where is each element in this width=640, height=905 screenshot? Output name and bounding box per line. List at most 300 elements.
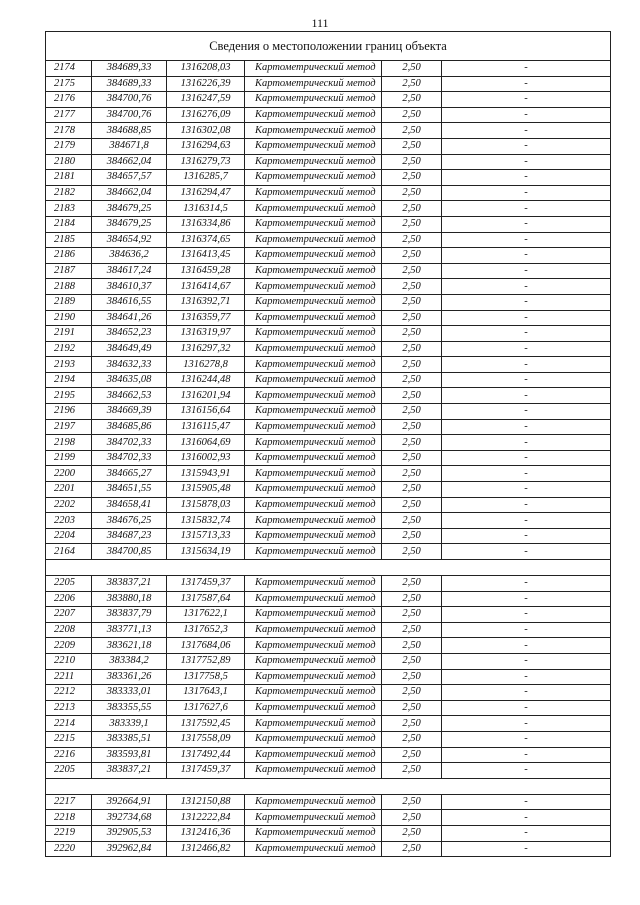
accuracy-cell: 2,50 [382, 638, 442, 654]
note-cell: - [442, 388, 611, 404]
accuracy-cell: 2,50 [382, 404, 442, 420]
y-coordinate-cell: 1316459,28 [167, 263, 245, 279]
y-coordinate-cell: 1315713,33 [167, 528, 245, 544]
note-cell: - [442, 669, 611, 685]
x-coordinate-cell: 384641,26 [92, 310, 167, 326]
x-coordinate-cell: 384616,55 [92, 294, 167, 310]
note-cell: - [442, 747, 611, 763]
x-coordinate-cell: 384657,57 [92, 170, 167, 186]
y-coordinate-cell: 1316297,32 [167, 341, 245, 357]
y-coordinate-cell: 1316414,67 [167, 279, 245, 295]
note-cell: - [442, 154, 611, 170]
point-number-cell: 2184 [46, 216, 92, 232]
note-cell: - [442, 544, 611, 560]
method-cell: Картометрический метод [245, 263, 382, 279]
method-cell: Картометрический метод [245, 232, 382, 248]
point-number-cell: 2187 [46, 263, 92, 279]
table-row [46, 638, 611, 654]
point-number-cell: 2211 [46, 669, 92, 685]
method-cell: Картометрический метод [245, 482, 382, 498]
note-cell: - [442, 685, 611, 701]
table-row [46, 372, 611, 388]
method-cell: Картометрический метод [245, 528, 382, 544]
accuracy-cell: 2,50 [382, 107, 442, 123]
method-cell: Картометрический метод [245, 123, 382, 139]
accuracy-cell: 2,50 [382, 61, 442, 77]
x-coordinate-cell: 384635,08 [92, 372, 167, 388]
point-number-cell: 2183 [46, 201, 92, 217]
note-cell: - [442, 513, 611, 529]
accuracy-cell: 2,50 [382, 497, 442, 513]
point-number-cell: 2201 [46, 482, 92, 498]
table-row [46, 61, 611, 77]
note-cell: - [442, 123, 611, 139]
x-coordinate-cell: 384651,55 [92, 482, 167, 498]
method-cell: Картометрический метод [245, 357, 382, 373]
x-coordinate-cell: 384702,33 [92, 435, 167, 451]
x-coordinate-cell: 383837,21 [92, 576, 167, 592]
method-cell: Картометрический метод [245, 638, 382, 654]
method-cell: Картометрический метод [245, 607, 382, 623]
accuracy-cell: 2,50 [382, 763, 442, 779]
accuracy-cell: 2,50 [382, 747, 442, 763]
point-number-cell: 2179 [46, 138, 92, 154]
group-separator-row [46, 778, 611, 794]
point-number-cell: 2204 [46, 528, 92, 544]
x-coordinate-cell: 384687,23 [92, 528, 167, 544]
method-cell: Картометрический метод [245, 497, 382, 513]
accuracy-cell: 2,50 [382, 685, 442, 701]
x-coordinate-cell: 384700,76 [92, 92, 167, 108]
point-number-cell: 2209 [46, 638, 92, 654]
x-coordinate-cell: 384662,53 [92, 388, 167, 404]
y-coordinate-cell: 1316314,5 [167, 201, 245, 217]
table-row [46, 263, 611, 279]
table-row [46, 622, 611, 638]
table-row [46, 841, 611, 857]
y-coordinate-cell: 1317592,45 [167, 716, 245, 732]
accuracy-cell: 2,50 [382, 201, 442, 217]
method-cell: Картометрический метод [245, 170, 382, 186]
accuracy-cell: 2,50 [382, 326, 442, 342]
x-coordinate-cell: 384652,23 [92, 326, 167, 342]
point-number-cell: 2189 [46, 294, 92, 310]
accuracy-cell: 2,50 [382, 607, 442, 623]
point-number-cell: 2215 [46, 731, 92, 747]
table-row [46, 185, 611, 201]
x-coordinate-cell: 383837,79 [92, 607, 167, 623]
table-row [46, 76, 611, 92]
y-coordinate-cell: 1315832,74 [167, 513, 245, 529]
point-number-cell: 2213 [46, 700, 92, 716]
table-row [46, 216, 611, 232]
x-coordinate-cell: 384632,33 [92, 357, 167, 373]
accuracy-cell: 2,50 [382, 248, 442, 264]
method-cell: Картометрический метод [245, 279, 382, 295]
accuracy-cell: 2,50 [382, 294, 442, 310]
method-cell: Картометрический метод [245, 622, 382, 638]
note-cell: - [442, 825, 611, 841]
point-number-cell: 2214 [46, 716, 92, 732]
y-coordinate-cell: 1316279,73 [167, 154, 245, 170]
accuracy-cell: 2,50 [382, 419, 442, 435]
note-cell: - [442, 591, 611, 607]
method-cell: Картометрический метод [245, 61, 382, 77]
note-cell: - [442, 497, 611, 513]
y-coordinate-cell: 1312150,88 [167, 794, 245, 810]
accuracy-cell: 2,50 [382, 716, 442, 732]
accuracy-cell: 2,50 [382, 622, 442, 638]
y-coordinate-cell: 1316294,47 [167, 185, 245, 201]
y-coordinate-cell: 1316156,64 [167, 404, 245, 420]
note-cell: - [442, 576, 611, 592]
y-coordinate-cell: 1316002,93 [167, 450, 245, 466]
accuracy-cell: 2,50 [382, 123, 442, 139]
x-coordinate-cell: 383339,1 [92, 716, 167, 732]
x-coordinate-cell: 384689,33 [92, 61, 167, 77]
x-coordinate-cell: 383593,81 [92, 747, 167, 763]
x-coordinate-cell: 384700,76 [92, 107, 167, 123]
x-coordinate-cell: 392664,91 [92, 794, 167, 810]
note-cell: - [442, 138, 611, 154]
table-row [46, 404, 611, 420]
point-number-cell: 2177 [46, 107, 92, 123]
y-coordinate-cell: 1312416,36 [167, 825, 245, 841]
method-cell: Картометрический метод [245, 294, 382, 310]
table-row [46, 92, 611, 108]
table-row [46, 107, 611, 123]
point-number-cell: 2174 [46, 61, 92, 77]
accuracy-cell: 2,50 [382, 841, 442, 857]
method-cell: Картометрический метод [245, 669, 382, 685]
y-coordinate-cell: 1317627,6 [167, 700, 245, 716]
note-cell: - [442, 528, 611, 544]
group-separator-row [46, 560, 611, 576]
method-cell: Картометрический метод [245, 450, 382, 466]
x-coordinate-cell: 384689,33 [92, 76, 167, 92]
accuracy-cell: 2,50 [382, 513, 442, 529]
accuracy-cell: 2,50 [382, 341, 442, 357]
y-coordinate-cell: 1316302,08 [167, 123, 245, 139]
note-cell: - [442, 607, 611, 623]
method-cell: Картометрический метод [245, 154, 382, 170]
note-cell: - [442, 622, 611, 638]
table-row [46, 544, 611, 560]
note-cell: - [442, 232, 611, 248]
note-cell: - [442, 216, 611, 232]
x-coordinate-cell: 383384,2 [92, 653, 167, 669]
note-cell: - [442, 263, 611, 279]
method-cell: Картометрический метод [245, 372, 382, 388]
accuracy-cell: 2,50 [382, 310, 442, 326]
table-title: Сведения о местоположении границ объекта [46, 32, 611, 61]
table-row [46, 669, 611, 685]
table-row [46, 653, 611, 669]
point-number-cell: 2216 [46, 747, 92, 763]
point-number-cell: 2217 [46, 794, 92, 810]
table-row [46, 170, 611, 186]
x-coordinate-cell: 384676,25 [92, 513, 167, 529]
y-coordinate-cell: 1317459,37 [167, 576, 245, 592]
accuracy-cell: 2,50 [382, 170, 442, 186]
method-cell: Картометрический метод [245, 841, 382, 857]
accuracy-cell: 2,50 [382, 591, 442, 607]
accuracy-cell: 2,50 [382, 435, 442, 451]
note-cell: - [442, 482, 611, 498]
y-coordinate-cell: 1316392,71 [167, 294, 245, 310]
x-coordinate-cell: 383333,01 [92, 685, 167, 701]
method-cell: Картометрический метод [245, 92, 382, 108]
table-row [46, 685, 611, 701]
method-cell: Картометрический метод [245, 388, 382, 404]
table-row [46, 576, 611, 592]
point-number-cell: 2191 [46, 326, 92, 342]
method-cell: Картометрический метод [245, 794, 382, 810]
table-row [46, 435, 611, 451]
y-coordinate-cell: 1317652,3 [167, 622, 245, 638]
method-cell: Картометрический метод [245, 513, 382, 529]
y-coordinate-cell: 1317622,1 [167, 607, 245, 623]
note-cell: - [442, 466, 611, 482]
x-coordinate-cell: 384685,86 [92, 419, 167, 435]
table-row [46, 747, 611, 763]
note-cell: - [442, 731, 611, 747]
x-coordinate-cell: 384679,25 [92, 201, 167, 217]
x-coordinate-cell: 383361,26 [92, 669, 167, 685]
note-cell: - [442, 841, 611, 857]
y-coordinate-cell: 1312222,84 [167, 810, 245, 826]
method-cell: Картометрический метод [245, 185, 382, 201]
table-row [46, 123, 611, 139]
note-cell: - [442, 763, 611, 779]
point-number-cell: 2178 [46, 123, 92, 139]
group-separator-cell [46, 560, 611, 576]
method-cell: Картометрический метод [245, 310, 382, 326]
point-number-cell: 2202 [46, 497, 92, 513]
y-coordinate-cell: 1316244,48 [167, 372, 245, 388]
note-cell: - [442, 201, 611, 217]
table-row [46, 388, 611, 404]
x-coordinate-cell: 384636,2 [92, 248, 167, 264]
point-number-cell: 2182 [46, 185, 92, 201]
table-row [46, 482, 611, 498]
y-coordinate-cell: 1316294,63 [167, 138, 245, 154]
boundary-coordinates-table [45, 31, 611, 857]
point-number-cell: 2186 [46, 248, 92, 264]
note-cell: - [442, 357, 611, 373]
accuracy-cell: 2,50 [382, 185, 442, 201]
table-row [46, 466, 611, 482]
point-number-cell: 2210 [46, 653, 92, 669]
accuracy-cell: 2,50 [382, 528, 442, 544]
accuracy-cell: 2,50 [382, 216, 442, 232]
y-coordinate-cell: 1316334,86 [167, 216, 245, 232]
x-coordinate-cell: 384658,41 [92, 497, 167, 513]
accuracy-cell: 2,50 [382, 76, 442, 92]
y-coordinate-cell: 1317752,89 [167, 653, 245, 669]
point-number-cell: 2195 [46, 388, 92, 404]
point-number-cell: 2190 [46, 310, 92, 326]
note-cell: - [442, 435, 611, 451]
point-number-cell: 2185 [46, 232, 92, 248]
note-cell: - [442, 419, 611, 435]
table-title-row [46, 32, 611, 61]
y-coordinate-cell: 1317492,44 [167, 747, 245, 763]
table-row [46, 763, 611, 779]
x-coordinate-cell: 383355,55 [92, 700, 167, 716]
point-number-cell: 2220 [46, 841, 92, 857]
table-row [46, 528, 611, 544]
note-cell: - [442, 810, 611, 826]
y-coordinate-cell: 1316115,47 [167, 419, 245, 435]
accuracy-cell: 2,50 [382, 357, 442, 373]
x-coordinate-cell: 384654,92 [92, 232, 167, 248]
point-number-cell: 2181 [46, 170, 92, 186]
x-coordinate-cell: 384617,24 [92, 263, 167, 279]
note-cell: - [442, 279, 611, 295]
method-cell: Картометрический метод [245, 825, 382, 841]
x-coordinate-cell: 384669,39 [92, 404, 167, 420]
x-coordinate-cell: 392962,84 [92, 841, 167, 857]
note-cell: - [442, 450, 611, 466]
method-cell: Картометрический метод [245, 716, 382, 732]
point-number-cell: 2175 [46, 76, 92, 92]
method-cell: Картометрический метод [245, 653, 382, 669]
table-row [46, 357, 611, 373]
point-number-cell: 2199 [46, 450, 92, 466]
point-number-cell: 2180 [46, 154, 92, 170]
x-coordinate-cell: 384665,27 [92, 466, 167, 482]
accuracy-cell: 2,50 [382, 810, 442, 826]
method-cell: Картометрический метод [245, 685, 382, 701]
note-cell: - [442, 794, 611, 810]
table-row [46, 513, 611, 529]
table-row [46, 154, 611, 170]
accuracy-cell: 2,50 [382, 825, 442, 841]
method-cell: Картометрический метод [245, 326, 382, 342]
accuracy-cell: 2,50 [382, 450, 442, 466]
point-number-cell: 2206 [46, 591, 92, 607]
y-coordinate-cell: 1317558,09 [167, 731, 245, 747]
y-coordinate-cell: 1316359,77 [167, 310, 245, 326]
point-number-cell: 2188 [46, 279, 92, 295]
method-cell: Картометрический метод [245, 576, 382, 592]
accuracy-cell: 2,50 [382, 388, 442, 404]
point-number-cell: 2208 [46, 622, 92, 638]
point-number-cell: 2197 [46, 419, 92, 435]
table-row [46, 138, 611, 154]
group-separator-cell [46, 778, 611, 794]
table-row [46, 794, 611, 810]
accuracy-cell: 2,50 [382, 92, 442, 108]
table-row [46, 497, 611, 513]
y-coordinate-cell: 1315943,91 [167, 466, 245, 482]
table-row [46, 341, 611, 357]
x-coordinate-cell: 383621,18 [92, 638, 167, 654]
method-cell: Картометрический метод [245, 763, 382, 779]
point-number-cell: 2203 [46, 513, 92, 529]
accuracy-cell: 2,50 [382, 653, 442, 669]
y-coordinate-cell: 1316208,03 [167, 61, 245, 77]
table-row [46, 450, 611, 466]
accuracy-cell: 2,50 [382, 544, 442, 560]
y-coordinate-cell: 1317459,37 [167, 763, 245, 779]
y-coordinate-cell: 1316319,97 [167, 326, 245, 342]
table-row [46, 731, 611, 747]
x-coordinate-cell: 392905,53 [92, 825, 167, 841]
accuracy-cell: 2,50 [382, 263, 442, 279]
x-coordinate-cell: 384671,8 [92, 138, 167, 154]
point-number-cell: 2212 [46, 685, 92, 701]
y-coordinate-cell: 1316201,94 [167, 388, 245, 404]
y-coordinate-cell: 1316247,59 [167, 92, 245, 108]
note-cell: - [442, 326, 611, 342]
x-coordinate-cell: 384662,04 [92, 185, 167, 201]
accuracy-cell: 2,50 [382, 482, 442, 498]
table-row [46, 825, 611, 841]
method-cell: Картометрический метод [245, 700, 382, 716]
table-row [46, 248, 611, 264]
note-cell: - [442, 92, 611, 108]
method-cell: Картометрический метод [245, 201, 382, 217]
method-cell: Картометрический метод [245, 404, 382, 420]
accuracy-cell: 2,50 [382, 279, 442, 295]
note-cell: - [442, 638, 611, 654]
point-number-cell: 2205 [46, 763, 92, 779]
y-coordinate-cell: 1316285,7 [167, 170, 245, 186]
point-number-cell: 2219 [46, 825, 92, 841]
method-cell: Картометрический метод [245, 138, 382, 154]
table-row [46, 279, 611, 295]
method-cell: Картометрический метод [245, 544, 382, 560]
method-cell: Картометрический метод [245, 810, 382, 826]
y-coordinate-cell: 1312466,82 [167, 841, 245, 857]
table-row [46, 294, 611, 310]
y-coordinate-cell: 1317758,5 [167, 669, 245, 685]
x-coordinate-cell: 384688,85 [92, 123, 167, 139]
method-cell: Картометрический метод [245, 216, 382, 232]
method-cell: Картометрический метод [245, 731, 382, 747]
accuracy-cell: 2,50 [382, 576, 442, 592]
method-cell: Картометрический метод [245, 591, 382, 607]
method-cell: Картометрический метод [245, 107, 382, 123]
note-cell: - [442, 170, 611, 186]
accuracy-cell: 2,50 [382, 154, 442, 170]
table-row [46, 232, 611, 248]
table-row [46, 716, 611, 732]
point-number-cell: 2205 [46, 576, 92, 592]
note-cell: - [442, 61, 611, 77]
x-coordinate-cell: 384702,33 [92, 450, 167, 466]
table-body [46, 32, 611, 857]
accuracy-cell: 2,50 [382, 372, 442, 388]
method-cell: Картометрический метод [245, 76, 382, 92]
table-row [46, 591, 611, 607]
y-coordinate-cell: 1317587,64 [167, 591, 245, 607]
note-cell: - [442, 653, 611, 669]
accuracy-cell: 2,50 [382, 232, 442, 248]
point-number-cell: 2193 [46, 357, 92, 373]
accuracy-cell: 2,50 [382, 794, 442, 810]
y-coordinate-cell: 1315634,19 [167, 544, 245, 560]
method-cell: Картометрический метод [245, 466, 382, 482]
point-number-cell: 2192 [46, 341, 92, 357]
note-cell: - [442, 404, 611, 420]
x-coordinate-cell: 383837,21 [92, 763, 167, 779]
table-row [46, 607, 611, 623]
accuracy-cell: 2,50 [382, 466, 442, 482]
note-cell: - [442, 76, 611, 92]
